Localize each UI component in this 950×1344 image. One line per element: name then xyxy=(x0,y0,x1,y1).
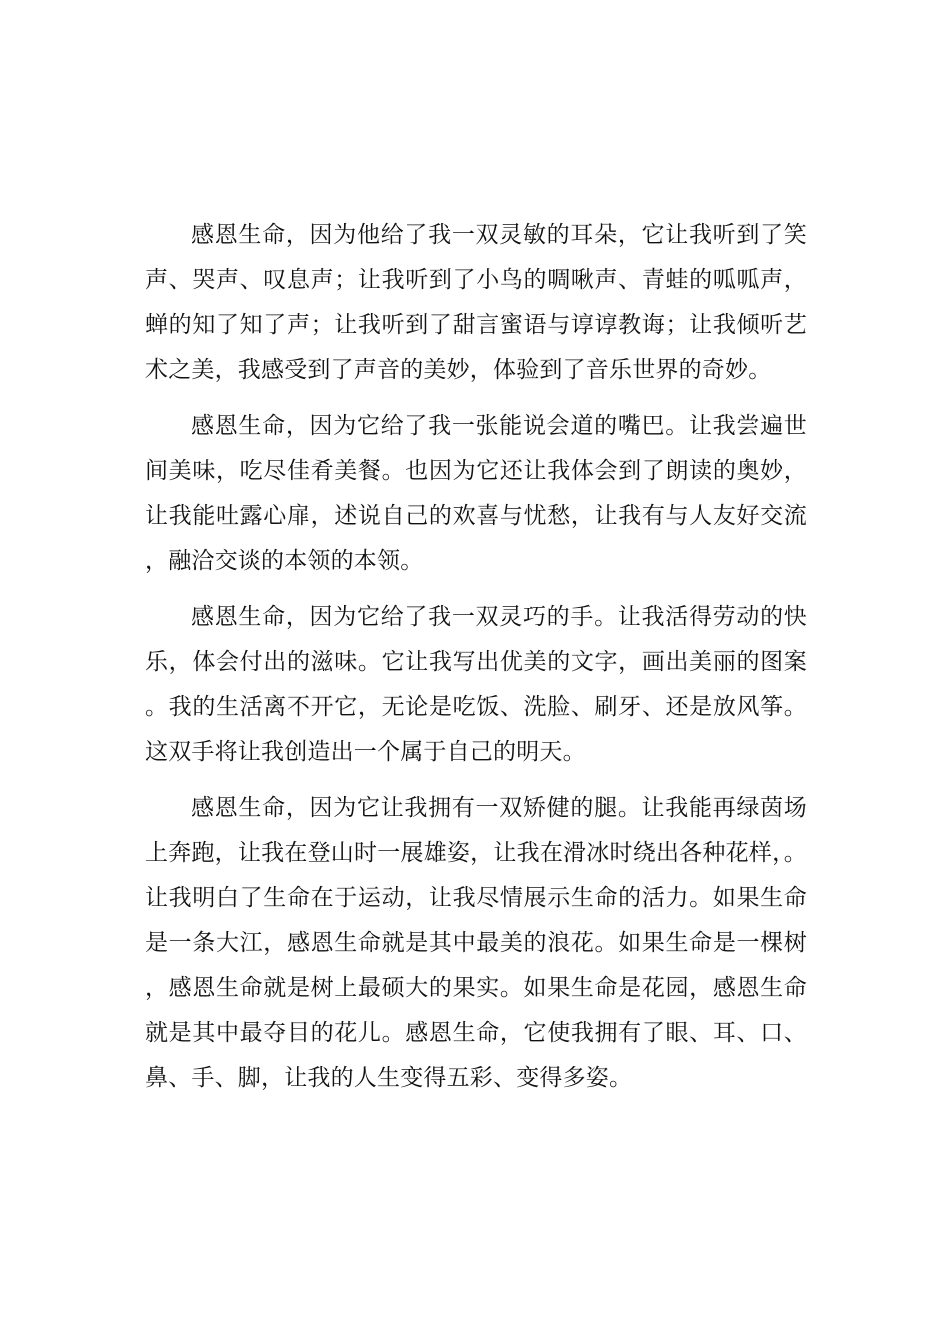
paragraph-hearing: 感恩生命，因为他给了我一双灵敏的耳朵，它让我听到了笑声、哭声、叹息声；让我听到了小鸟的啁啾声、青蛙的呱呱声，蝉的知了知了声；让我听到了甜言蜜语与谆谆教诲；让我倾听艺术之美，我感受到了声音的美妙，体验到了音乐世界的奇妙。 xyxy=(145,222,807,383)
paragraph-hands: 感恩生命，因为它给了我一双灵巧的手。让我活得劳动的快乐，体会付出的滋味。它让我写出优美的文字，画出美丽的图案。我的生活离不开它，无论是吃饭、洗脸、刷牙、还是放风筝。这双手将让我创造出一个属于自己的明天。 xyxy=(145,604,807,765)
paragraph-mouth: 感恩生命，因为它给了我一张能说会道的嘴巴。让我尝遍世间美味，吃尽佳肴美餐。也因为它还让我体会到了朗读的奥妙，让我能吐露心扉，述说自己的欢喜与忧愁，让我有与人友好交流，融洽交谈的本领的本领。 xyxy=(145,413,807,574)
paragraph-legs: 感恩生命，因为它让我拥有一双矫健的腿。让我能再绿茵场上奔跑，让我在登山时一展雄姿，让我在滑冰时绕出各种花样，。让我明白了生命在于运动，让我尽情展示生命的活力。如果生命是一条大江，感恩生命就是其中最美的浪花。如果生命是一棵树，感恩生命就是树上最硕大的果实。如果生命是花园，感恩生命就是其中最夺目的花儿。感恩生命，它使我拥有了眼、耳、口、鼻、手、脚，让我的人生变得五彩、变得多姿。 xyxy=(145,795,807,1091)
document-body xyxy=(145,213,807,1112)
